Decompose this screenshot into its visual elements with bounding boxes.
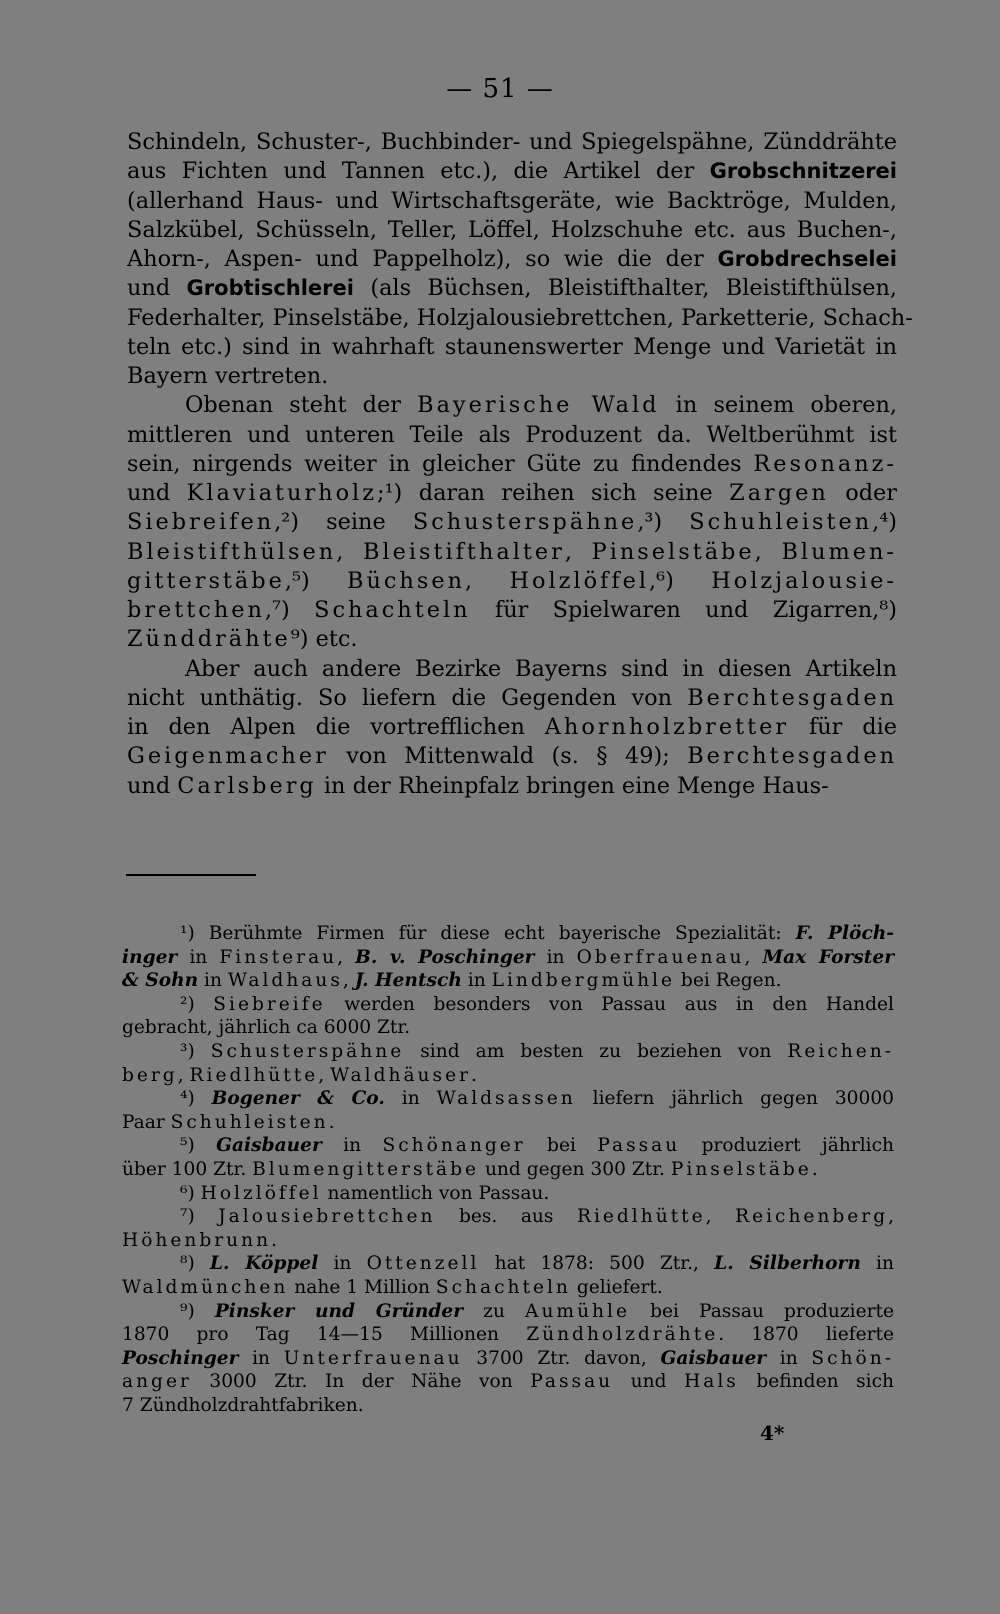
italic-name: J. Hentsch xyxy=(354,970,462,992)
footnote-line: ⁹) Pinsker und Gründer zu Aumühle bei Passau produzierte xyxy=(180,1300,894,1322)
italic-name: B. v. Poschinger xyxy=(355,946,535,968)
text-line: Siebreifen,²) seine Schusterspähne,³) Schuhleisten,⁴) xyxy=(127,509,898,536)
signature-mark: 4* xyxy=(760,1421,785,1445)
text-line: Bleistifthülsen, Bleistifthalter, Pinselstäbe, Blumen- xyxy=(127,538,897,565)
spaced-term: Aumühle xyxy=(525,1300,630,1322)
spaced-term: Zündholzdrähte xyxy=(526,1324,719,1346)
spaced-term: Finsterau xyxy=(219,946,338,968)
footnote-line: ⁴) Bogener & Co. in Waldsassen liefern jährlich gegen 30000 xyxy=(180,1088,894,1110)
spaced-term: Riedlhütte xyxy=(189,1064,319,1086)
footnote-line: über 100 Ztr. Blumengitterstäbe und gegen 300 Ztr. Pinselstäbe. xyxy=(122,1158,818,1180)
text-line: Aber auch andere Bezirke Bayerns sind in diesen Artikeln xyxy=(185,655,897,682)
spaced-term: Schön- xyxy=(811,1347,894,1369)
spaced-term: Klaviaturholz xyxy=(186,480,378,506)
spaced-term: Holzlöffel xyxy=(509,567,650,594)
spaced-term: Waldmünchen xyxy=(122,1276,289,1298)
spaced-term: Blumen- xyxy=(781,538,897,565)
footnote-line: ⁸) L. Köppel in Ottenzell hat 1878: 500 Ztr., L. Silberhorn in xyxy=(180,1253,894,1275)
spaced-term: Pinselstäbe xyxy=(670,1158,812,1180)
footnote-line: ⁵) Gaisbauer in Schönanger bei Passau produziert jährlich xyxy=(180,1135,894,1157)
spaced-term: Reichen- xyxy=(787,1040,894,1062)
italic-name: F. Plöch- xyxy=(795,923,894,944)
spaced-term: Unterfrauenau xyxy=(283,1347,463,1369)
spaced-term: Schachteln xyxy=(314,597,471,623)
text-line: Geigenmacher von Mittenwald (s. § 49); Berchtesgaden xyxy=(127,743,897,770)
italic-name: Gaisbauer xyxy=(216,1135,322,1157)
spaced-term: Holzlöffel xyxy=(200,1182,322,1204)
spaced-term: Zargen xyxy=(729,480,829,506)
spaced-term: Waldsassen xyxy=(436,1088,576,1110)
spaced-term: Pinselstäbe xyxy=(591,538,755,565)
italic-name: & Sohn xyxy=(122,970,199,992)
spaced-term: Höhenbrunn xyxy=(122,1229,272,1251)
spaced-term: Schönanger xyxy=(382,1135,526,1157)
text-line: Federhalter, Pinselstäbe, Holzjalousiebrettchen, Parketterie, Schach- xyxy=(127,304,913,331)
spaced-term: Waldhäuser xyxy=(330,1064,471,1086)
spaced-term: Schuhleisten xyxy=(689,509,873,536)
text-line: Schindeln, Schuster-, Buchbinder- und Spiegelspähne, Zünddrähte xyxy=(127,129,897,155)
spaced-term: Schachteln xyxy=(435,1276,571,1298)
text-line: Salzkübel, Schüsseln, Teller, Löffel, Holzschuhe etc. aus Buchen-, xyxy=(127,216,897,243)
text-line: aus Fichten und Tannen etc.), die Artikel der Grobschnitzerei xyxy=(127,158,897,185)
text-line: mittleren und unteren Teile als Produzent da. Weltberühmt ist xyxy=(127,421,897,448)
footnote-line: 7 Zündholzdrahtfabriken. xyxy=(122,1394,364,1416)
spaced-term: Passau xyxy=(530,1371,614,1393)
spaced-term: Schusterspähne xyxy=(210,1040,405,1062)
spaced-term: Büchsen xyxy=(347,567,466,594)
spaced-term: Ahornholzbretter xyxy=(544,714,790,740)
paragraph-1 xyxy=(127,128,913,391)
spaced-term: Resonanz- xyxy=(753,450,897,477)
text-line: teln etc.) sind in wahrhaft staunenswerter Menge und Varietät in xyxy=(127,333,897,360)
footnotes xyxy=(122,922,894,1417)
spaced-term: Schuhleisten xyxy=(170,1111,329,1133)
footnote-line: ¹) Berühmte Firmen für diese echt bayerische Spezialität: F. Plöch- xyxy=(180,923,894,944)
spaced-term: Bayerische Wald xyxy=(417,392,660,419)
spaced-term: Holzjalousie- xyxy=(711,567,897,594)
text-line: (allerhand Haus- und Wirtschaftsgeräte, wie Backtröge, Mulden, xyxy=(127,187,897,214)
footnote-separator xyxy=(126,874,256,876)
footnote-line: anger 3000 Ztr. In der Nähe von Passau und Hals befinden sich xyxy=(122,1371,894,1393)
bold-term: Grobschnitzerei xyxy=(709,159,897,184)
footnote-line: ⁶) Holzlöffel namentlich von Passau. xyxy=(180,1182,550,1204)
footnote-line: 1870 pro Tag 14—15 Millionen Zündholzdrähte. 1870 lieferte xyxy=(122,1324,894,1346)
spaced-term: Blumengitterstäbe xyxy=(252,1158,480,1180)
footnote-line: inger in Finsterau, B. v. Poschinger in Oberfrauenau, Max Forster xyxy=(122,946,894,968)
text-line: und Carlsberg in der Rheinpfalz bringen eine Menge Haus- xyxy=(127,772,829,799)
bold-term: Grobtischlerei xyxy=(186,276,354,301)
paragraph-3 xyxy=(127,655,897,801)
text-line: in den Alpen die vortrefflichen Ahornholzbretter für die xyxy=(127,714,897,740)
footnote-line: gebracht, jährlich ca 6000 Ztr. xyxy=(122,1017,411,1039)
text-line: nicht unthätig. So liefern die Gegenden von Berchtesgaden xyxy=(127,684,897,711)
main-text xyxy=(127,128,913,801)
footnote-line: ⁷) Jalousiebrettchen bes. aus Riedlhütte, Reichenberg, xyxy=(180,1206,895,1228)
spaced-term: Ottenzell xyxy=(366,1253,480,1275)
text-line: sein, nirgends weiter in gleicher Güte zu findendes Resonanz- xyxy=(127,450,897,477)
spaced-term: berg xyxy=(122,1064,178,1086)
spaced-term: Siebreifen xyxy=(127,509,275,536)
spaced-term: Berchtesgaden xyxy=(687,743,897,770)
footnote-line: ²) Siebreife werden besonders von Passau aus in den Handel xyxy=(180,993,894,1015)
page-number: — 51 — xyxy=(446,74,554,104)
spaced-term: Hals xyxy=(684,1371,739,1393)
italic-name: Max Forster xyxy=(762,946,894,968)
spaced-term: Passau xyxy=(597,1135,681,1157)
spaced-term: Geigenmacher xyxy=(127,743,329,770)
spaced-term: anger xyxy=(122,1371,192,1393)
spaced-term: Schusterspähne xyxy=(412,509,638,536)
spaced-term: Bleistifthülsen xyxy=(127,538,337,565)
spaced-term: Reichenberg xyxy=(735,1206,889,1228)
footnote-line: ³) Schusterspähne sind am besten zu beziehen von Reichen- xyxy=(180,1040,894,1062)
spaced-term: brettchen xyxy=(127,597,265,623)
spaced-term: Berchtesgaden xyxy=(687,684,897,711)
text-line: Obenan steht der Bayerische Wald in seinem oberen, xyxy=(185,392,897,419)
text-line: Ahorn-, Aspen- und Pappelholz), so wie die der Grobdrechselei xyxy=(127,246,897,272)
text-line: und Klaviaturholz;¹) daran reihen sich seine Zargen oder xyxy=(127,480,897,506)
spaced-term: Jalousiebrettchen xyxy=(218,1206,436,1228)
spaced-term: Riedlhütte xyxy=(576,1206,706,1228)
italic-name: Pinsker und Gründer xyxy=(214,1300,464,1322)
italic-name: Bogener & Co. xyxy=(211,1088,385,1110)
spaced-term: Lindbergmühle xyxy=(491,970,676,992)
footnote-line: Paar Schuhleisten. xyxy=(122,1111,335,1133)
paragraph-2 xyxy=(127,391,897,654)
footnote-line: Poschinger in Unterfrauenau 3700 Ztr. davon, Gaisbauer in Schön- xyxy=(122,1347,894,1369)
italic-name: L. Köppel xyxy=(209,1253,319,1275)
spaced-term: Zünddrähte xyxy=(127,626,291,653)
footnote-line: Waldmünchen nahe 1 Million Schachteln geliefert. xyxy=(122,1276,663,1298)
spaced-term: Waldhaus xyxy=(227,970,343,992)
italic-name: Gaisbauer xyxy=(660,1347,767,1369)
bold-term: Grobdrechselei xyxy=(717,247,897,271)
footnote-line: berg, Riedlhütte, Waldhäuser. xyxy=(122,1064,477,1086)
spaced-term: Bleistifthalter xyxy=(362,538,565,565)
spaced-term: Oberfrauenau xyxy=(576,946,745,968)
text-line: Bayern vertreten. xyxy=(127,363,329,389)
text-line: Zünddrähte⁹) etc. xyxy=(127,626,358,653)
spaced-term: gitterstäbe xyxy=(127,567,285,594)
footnote-line: Höhenbrunn. xyxy=(122,1229,278,1251)
italic-name: inger xyxy=(122,946,178,968)
text-line: und Grobtischlerei (als Büchsen, Bleistifthalter, Bleistifthülsen, xyxy=(127,275,898,302)
spaced-term: Siebreife xyxy=(213,993,326,1015)
spaced-term: Carlsberg xyxy=(177,772,317,799)
italic-name: L. Silberhorn xyxy=(714,1253,861,1275)
italic-name: Poschinger xyxy=(122,1347,239,1369)
footnote-line: & Sohn in Waldhaus, J. Hentsch in Lindbergmühle bei Regen. xyxy=(122,970,782,992)
text-line: brettchen,⁷) Schachteln für Spielwaren und Zigarren,⁸) xyxy=(127,597,897,623)
text-line: gitterstäbe,⁵) Büchsen, Holzlöffel,⁶) Holzjalousie- xyxy=(127,567,897,594)
